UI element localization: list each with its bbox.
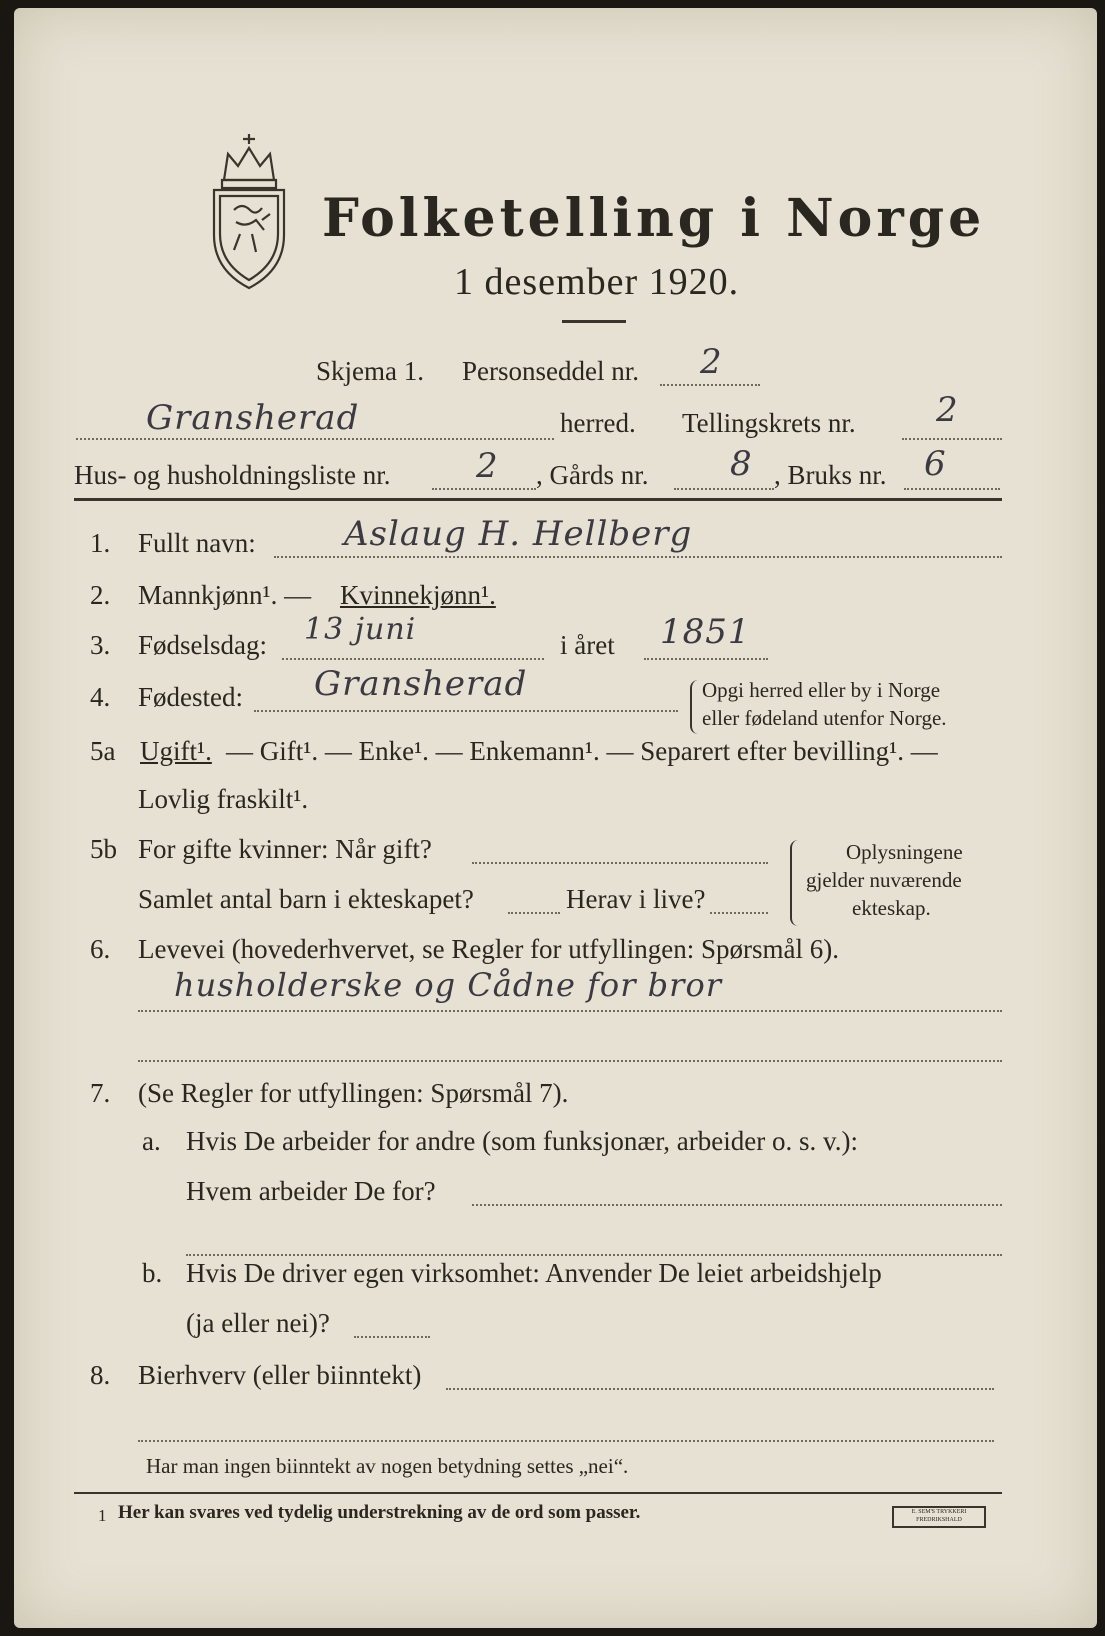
tellingskrets-value: 2: [936, 390, 959, 430]
q3-value: 13 juni: [304, 612, 417, 647]
census-date: 1 desember 1920.: [454, 261, 740, 303]
q3-number: 3.: [90, 630, 111, 660]
gards-line: [674, 488, 774, 490]
q3-year-value: 1851: [660, 612, 751, 652]
tellingskrets-label: Tellingskrets nr.: [682, 408, 856, 438]
bruks-label: , Bruks nr.: [774, 460, 887, 490]
q3-label: Fødselsdag:: [138, 630, 268, 660]
q6-label: Levevei (hovederhvervet, se Regler for utfyllingen: Spørsmål 6).: [138, 934, 840, 964]
q2-kvinne: Kvinnekjønn¹.: [340, 580, 496, 610]
norway-coat-of-arms-icon: [204, 130, 294, 292]
form-title: Folketelling i Norge: [322, 188, 986, 249]
q1-line: [274, 556, 1002, 558]
q7-label: (Se Regler for utfyllingen: Spørsmål 7).: [138, 1078, 569, 1108]
personseddel-label: Personseddel nr.: [462, 356, 639, 386]
q5b-note-1: Oplysningene: [846, 840, 963, 864]
q4-line: [254, 710, 678, 712]
q8-answer-line-2: [138, 1440, 994, 1442]
footer-rule: [74, 1492, 1002, 1494]
bruks-line: [904, 488, 1000, 490]
q7a-answer-line-2: [186, 1254, 1002, 1256]
census-form-sheet: [14, 8, 1097, 1628]
q6-line-2: [138, 1060, 1002, 1062]
personseddel-value: 2: [700, 342, 723, 382]
q2-number: 2.: [90, 580, 111, 610]
q7-number: 7.: [90, 1078, 111, 1108]
q5b-line1: For gifte kvinner: Når gift?: [138, 834, 432, 864]
q8-label: Bierhverv (eller biinntekt): [138, 1360, 422, 1390]
q5a-number: 5a: [90, 736, 116, 766]
q7b-line2: (ja eller nei)?: [186, 1308, 330, 1338]
q4-number: 4.: [90, 682, 111, 712]
hus-label: Hus- og husholdningsliste nr.: [74, 460, 391, 490]
herred-label: herred.: [560, 408, 636, 438]
q4-note-2: eller fødeland utenfor Norge.: [702, 706, 947, 730]
hus-line: [432, 488, 536, 490]
skjema-label: Skjema 1.: [316, 356, 424, 386]
q3-year-line: [644, 658, 768, 660]
q5b-note-3: ekteskap.: [852, 896, 931, 920]
q5a-options: — Gift¹. — Enke¹. — Enkemann¹. — Separert efter bevilling¹. —: [226, 736, 938, 766]
header-rule: [74, 498, 1002, 501]
q3-line: [282, 658, 544, 660]
q5b-barn-line: [508, 912, 560, 914]
q7a-answer-line: [472, 1204, 1002, 1206]
q5b-note-2: gjelder nuværende: [806, 868, 962, 892]
bruks-value: 6: [924, 444, 947, 484]
tellingskrets-line: [902, 438, 1002, 440]
footnote-text: Her kan svares ved tydelig understrekning av de ord som passer.: [118, 1502, 641, 1523]
q7a-line1: Hvis De arbeider for andre (som funksjonær, arbeider o. s. v.):: [186, 1126, 858, 1156]
q7a-number: a.: [142, 1126, 161, 1156]
q8-answer-line: [446, 1388, 994, 1390]
hus-value: 2: [476, 446, 499, 486]
q4-note-1: Opgi herred eller by i Norge: [702, 678, 941, 702]
q4-label: Fødested:: [138, 682, 243, 712]
q5b-number: 5b: [90, 834, 117, 864]
q8-note: Har man ingen biinntekt av nogen betydning settes „nei“.: [146, 1454, 629, 1478]
gards-label: , Gårds nr.: [536, 460, 649, 490]
q4-value: Gransherad: [314, 664, 528, 704]
printer-stamp: E. SEM'S TRYKKERI FREDRIKSHALD: [892, 1506, 986, 1528]
q6-number: 6.: [90, 934, 111, 964]
q8-number: 8.: [90, 1360, 111, 1390]
q4-brace: [690, 680, 698, 734]
herred-value: Gransherad: [146, 398, 360, 438]
q6-line-1: [138, 1010, 1002, 1012]
q5b-brace: [790, 840, 798, 926]
q5b-gift-line: [472, 862, 768, 864]
q1-label: Fullt navn:: [138, 528, 256, 558]
q5a-line2: Lovlig fraskilt¹.: [138, 784, 309, 814]
q5b-line2b: Herav i live?: [566, 884, 706, 914]
q7b-line1: Hvis De driver egen virksomhet: Anvender De leiet arbeidshjelp: [186, 1258, 882, 1288]
q5a-ugift: Ugift¹.: [140, 736, 212, 766]
footnote-mark: 1: [98, 1506, 107, 1525]
q6-value: husholderske og Cådne for bror: [174, 966, 722, 1004]
gards-value: 8: [730, 444, 753, 484]
q7b-answer-line: [354, 1336, 430, 1338]
q7b-number: b.: [142, 1258, 163, 1288]
herred-line: [76, 438, 554, 440]
q1-value: Aslaug H. Hellberg: [344, 514, 693, 554]
q1-number: 1.: [90, 528, 111, 558]
title-divider: [562, 320, 626, 323]
q5b-live-line: [710, 912, 768, 914]
personseddel-line: [660, 384, 760, 386]
q2-mann: Mannkjønn¹. —: [138, 580, 312, 610]
q5b-line2a: Samlet antal barn i ekteskapet?: [138, 884, 474, 914]
q7a-line2: Hvem arbeider De for?: [186, 1176, 436, 1206]
q3-year-label: i året: [560, 630, 615, 660]
